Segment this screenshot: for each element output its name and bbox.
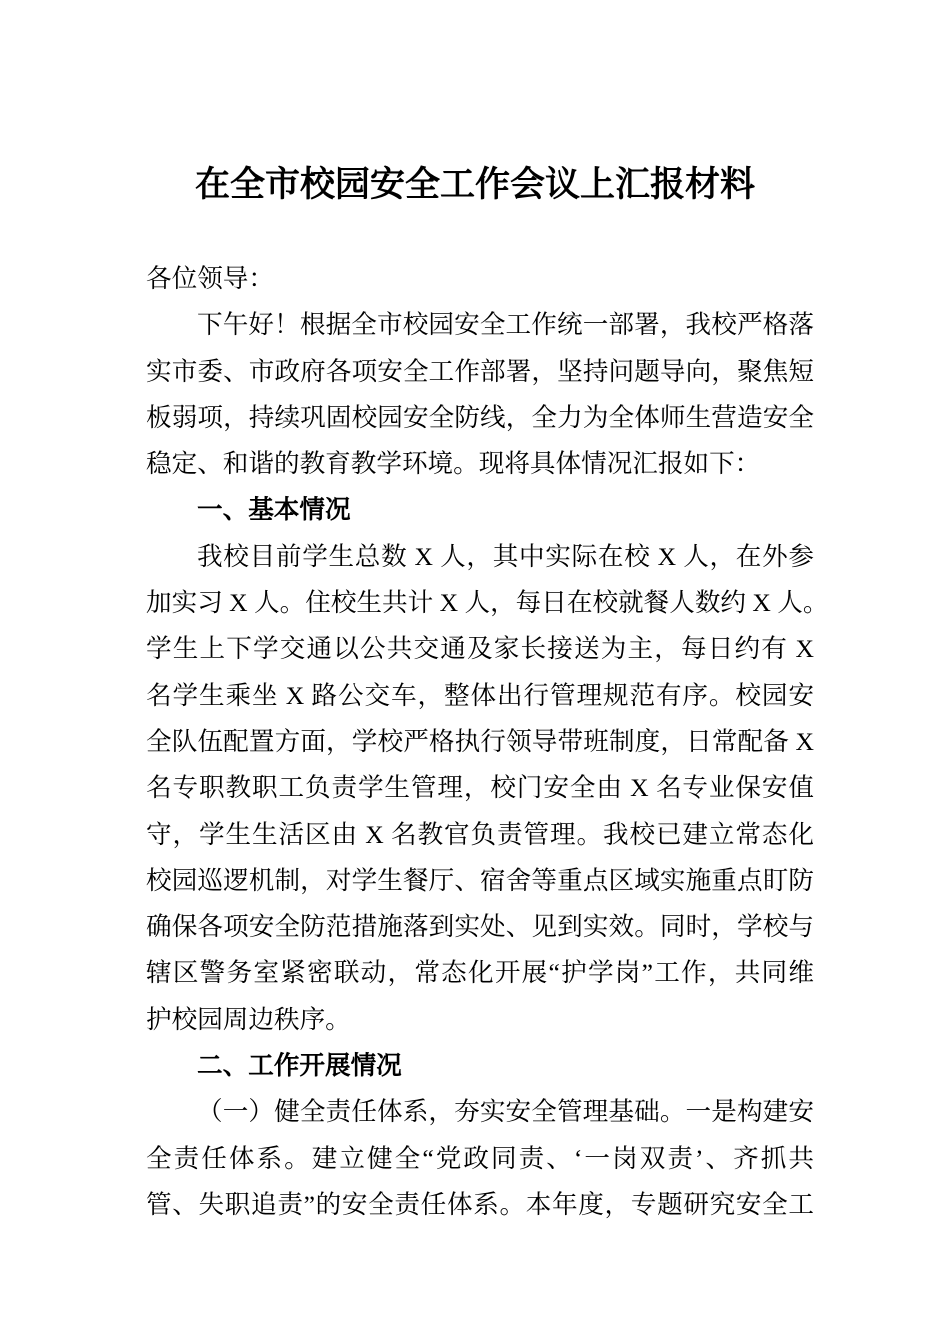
text-line: 下午好！根据全市校园安全工作统一部署，我校严格落	[197, 310, 814, 340]
text-line: 守，学生生活区由 X 名教官负责管理。我校已建立常态化	[146, 819, 814, 849]
salutation-line: 各位领导：	[146, 264, 274, 293]
text-line: 名专职教职工负责学生管理，校门安全由 X 名专业保安值	[146, 773, 814, 803]
text-line: 全责任体系。建立健全“党政同责、‘一岗双责’、齐抓共	[146, 1143, 814, 1173]
text-run: 一是构建安	[685, 1097, 814, 1127]
text-line: 学生上下学交通以公共交通及家长接送为主，每日约有 X	[146, 634, 814, 664]
text-line: 加实习 X 人。住校生共计 X 人，每日在校就餐人数约 X 人。	[146, 588, 829, 618]
text-line: 辖区警务室紧密联动，常态化开展“护学岗”工作，共同维	[146, 958, 814, 988]
text-line: 校园巡逻机制，对学生餐厅、宿舍等重点区域实施重点盯防	[146, 865, 814, 895]
text-line: 全队伍配置方面，学校严格执行领导带班制度，日常配备 X	[146, 726, 814, 756]
text-line: 我校目前学生总数 X 人，其中实际在校 X 人，在外参	[197, 541, 814, 571]
section-heading-work-progress: 二、工作开展情况	[197, 1052, 402, 1081]
section-heading-basic-situation: 一、基本情况	[197, 496, 351, 525]
text-line: 确保各项安全防范措施落到实处、见到实效。同时，学校与	[146, 912, 814, 942]
text-line: 护校园周边秩序。	[146, 1004, 351, 1034]
subsection-heading-responsibility-system: （一）健全责任体系，夯实安全管理基础。	[197, 1097, 686, 1127]
document-body	[146, 256, 829, 1228]
text-line: 实市委、市政府各项安全工作部署，坚持问题导向，聚焦短	[146, 356, 814, 386]
text-line: 板弱项，持续巩固校园安全防线，全力为全体师生营造安全	[146, 402, 814, 432]
text-line: 稳定、和谐的教育教学环境。现将具体情况汇报如下：	[146, 449, 761, 479]
text-line: 管、失职追责”的安全责任体系。本年度，专题研究安全工	[146, 1189, 814, 1219]
text-line: 名学生乘坐 X 路公交车，整体出行管理规范有序。校园安	[146, 680, 814, 710]
text-line	[146, 1089, 814, 1135]
document-title: 在全市校园安全工作会议上汇报材料	[194, 165, 755, 204]
